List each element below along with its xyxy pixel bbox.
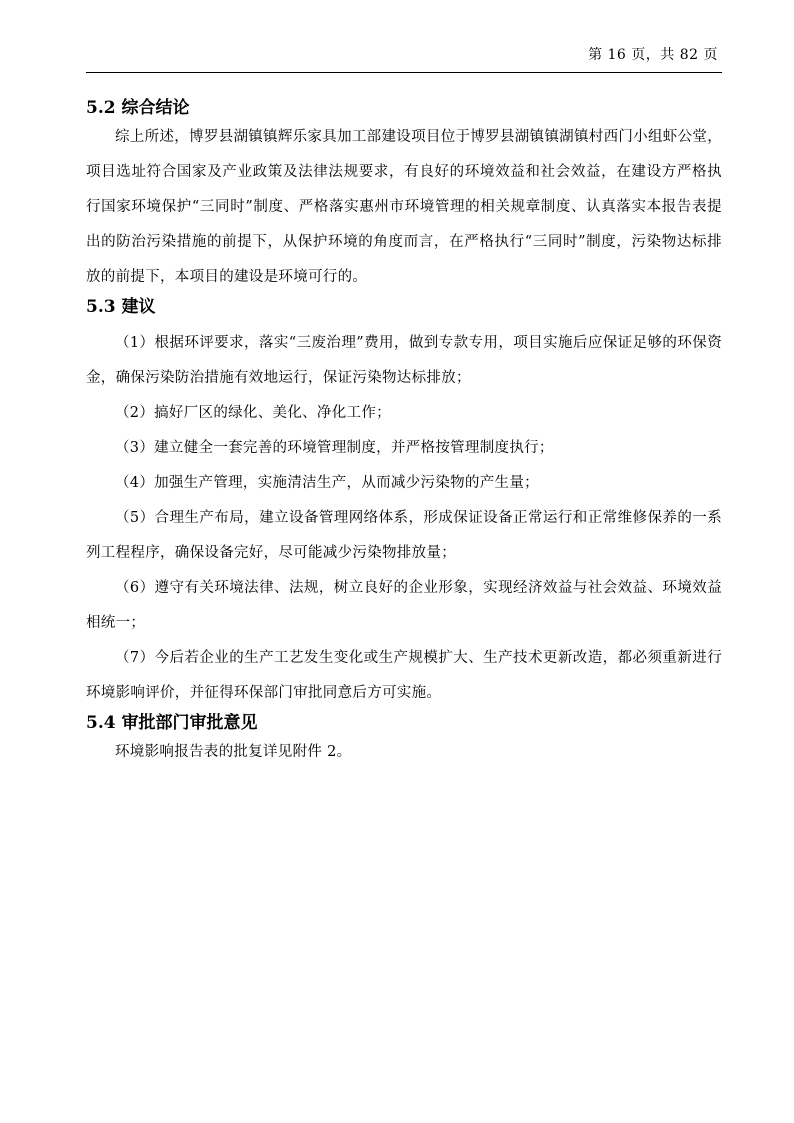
suggestion-item-2: （2）搞好厂区的绿化、美化、净化工作； [115,405,391,421]
suggestion-item-6: （6）遵守有关环境法律、法规，树立良好的企业形象，实现经济效益与社会效益、环境效益相统一； [86,580,722,631]
section-heading-5-2: 5.2 综合结论 [86,98,190,118]
suggestion-item-4: （4）加强生产管理，实施清洁生产，从而减少污染物的产生量； [115,475,539,491]
conclusion-paragraph: 综上所述，博罗县湖镇镇辉乐家具加工部建设项目位于博罗县湖镇镇湖镇村西门小组虾公堂，项目选址符合国家及产业政策及法律法规要求，有良好的环境效益和社会效益，在建设方严格执行国家环境保护“三同时”制度、严格落实惠州市环境管理的相关规章制度、认真落实本报告表提出的防治污染措施的前提下，从保护环境的角度而言，在严格执行“三同时”制度，污染物达标排放的前提下，本项目的建设是环境可行的。 [86,129,722,285]
suggestion-list [86,326,722,711]
page-number-header: 第 16 页，共 82 页 [588,47,718,63]
suggestion-item-1: （1）根据环评要求，落实“三废治理”费用，做到专款专用，项目实施后应保证足够的环保资金，确保污染防治措施有效地运行，保证污染物达标排放； [86,335,722,386]
section-heading-5-4: 5.4 审批部门审批意见 [86,713,258,733]
header-divider [86,72,722,73]
approval-paragraph: 环境影响报告表的批复详见附件 2。 [115,744,352,760]
section-heading-5-3: 5.3 建议 [86,297,156,317]
suggestion-item-5: （5）合理生产布局，建立设备管理网络体系，形成保证设备正常运行和正常维修保养的一系列工程程序，确保设备完好，尽可能减少污染物排放量； [86,510,722,561]
suggestion-item-3: （3）建立健全一套完善的环境管理制度，并严格按管理制度执行； [115,440,554,456]
suggestion-item-7: （7）今后若企业的生产工艺发生变化或生产规模扩大、生产技术更新改造，都必须重新进行环境影响评价，并征得环保部门审批同意后方可实施。 [86,650,722,701]
page-content [86,96,722,770]
